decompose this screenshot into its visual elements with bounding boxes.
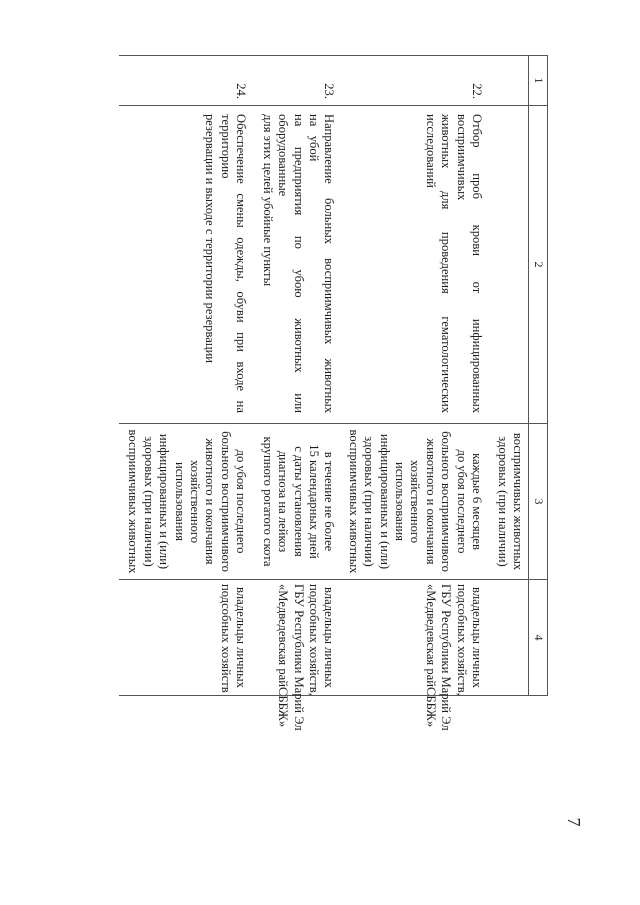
deadline-line: здоровых (при наличии) — [362, 436, 377, 567]
continuation-number-cell — [487, 56, 529, 106]
table-row — [339, 56, 487, 696]
deadline-cell — [339, 424, 487, 580]
deadline-line: хозяйственного — [188, 459, 203, 544]
measures-table — [119, 55, 548, 731]
deadline-line: до убоя последнего — [234, 449, 249, 554]
action-line: для этих целей убойные пункты — [260, 114, 275, 287]
deadline-line: в течение не более — [322, 451, 337, 552]
responsible-line: «Медведевская райСББЖ» — [276, 584, 291, 728]
deadline-line: использования — [172, 461, 187, 542]
deadline-line: использования — [392, 461, 407, 542]
responsible-line: ГБУ Республики Марий Эл — [439, 584, 454, 731]
deadline-line: восприимчивых животных — [126, 429, 141, 574]
action-line: Направление больных восприимчивых животных на убой — [306, 114, 337, 423]
responsible-line: владельцы личных — [470, 587, 484, 688]
row-number: 22. — [339, 56, 487, 106]
row-number: 24. — [119, 56, 251, 106]
responsible-line: владельцы личных — [322, 587, 337, 688]
deadline-line: крупного рогатого скота — [260, 436, 275, 567]
action-cell — [119, 106, 251, 424]
action-line: животных для проведения гематологических исследований — [423, 114, 454, 417]
deadline-line: животного и окончания — [203, 438, 218, 565]
deadline-line: каждые 6 месяцев — [470, 453, 484, 550]
continuation-deadline-line: здоровых (при наличии) — [495, 436, 510, 567]
deadline-line: 15 календарных дней — [306, 444, 321, 559]
continuation-responsible-cell — [487, 580, 529, 696]
page-number: 7 — [564, 817, 584, 827]
responsible-cell — [251, 580, 339, 731]
deadline-line: восприимчивых животных — [346, 429, 361, 574]
deadline-line: животного и окончания — [423, 438, 438, 565]
responsible-line: владельцы личных — [234, 587, 249, 688]
continuation-row — [487, 56, 529, 696]
row-number: 23. — [251, 56, 339, 106]
action-line: на предприятия по убою животных или оборудованные — [276, 114, 306, 423]
table-row — [251, 56, 339, 696]
column-number-row — [529, 56, 548, 696]
responsible-line: «Медведевская райСББЖ» — [423, 584, 438, 728]
column-number-2: 2 — [529, 106, 548, 424]
action-line: резервации и выходе с территории резервации — [203, 114, 218, 364]
action-line: Отбор проб крови от инфицированных восприимчивых — [454, 114, 484, 423]
responsible-line: подсобных хозяйств — [218, 584, 233, 693]
action-cell — [339, 106, 487, 424]
deadline-cell — [251, 424, 339, 580]
column-number-3: 3 — [529, 424, 548, 580]
deadline-line: с даты установления — [291, 446, 306, 557]
deadline-line: инфицированных и (или) — [377, 433, 392, 570]
deadline-cell — [119, 424, 251, 580]
column-number-4: 4 — [529, 580, 548, 696]
continuation-deadline-line: воспримчивых животных — [511, 432, 525, 571]
responsible-cell — [339, 580, 487, 731]
deadline-line: до убоя последнего — [454, 449, 469, 554]
deadline-line: инфицированных и (или) — [157, 433, 172, 570]
responsible-line: подсобных хозяйств, — [306, 584, 321, 696]
action-line: Обеспечение смены одежды, обуви при входе на территорию — [218, 114, 249, 417]
deadline-line: больного восприимчивого — [439, 431, 454, 572]
deadline-line: больного восприимчивого — [218, 431, 233, 572]
responsible-cell — [119, 580, 251, 696]
responsible-line: подсобных хозяйств, — [454, 584, 469, 696]
deadline-line: здоровых (при наличии) — [141, 436, 156, 567]
deadline-line: диагноза на лейкоз — [276, 450, 291, 553]
continuation-action-cell — [487, 106, 529, 424]
deadline-line: хозяйственного — [408, 459, 423, 544]
responsible-line: ГБУ Республики Марий Эл — [291, 584, 306, 731]
continuation-deadline-cell — [487, 424, 529, 580]
action-cell — [251, 106, 339, 424]
table-row — [119, 56, 251, 696]
column-number-1: 1 — [529, 56, 548, 106]
